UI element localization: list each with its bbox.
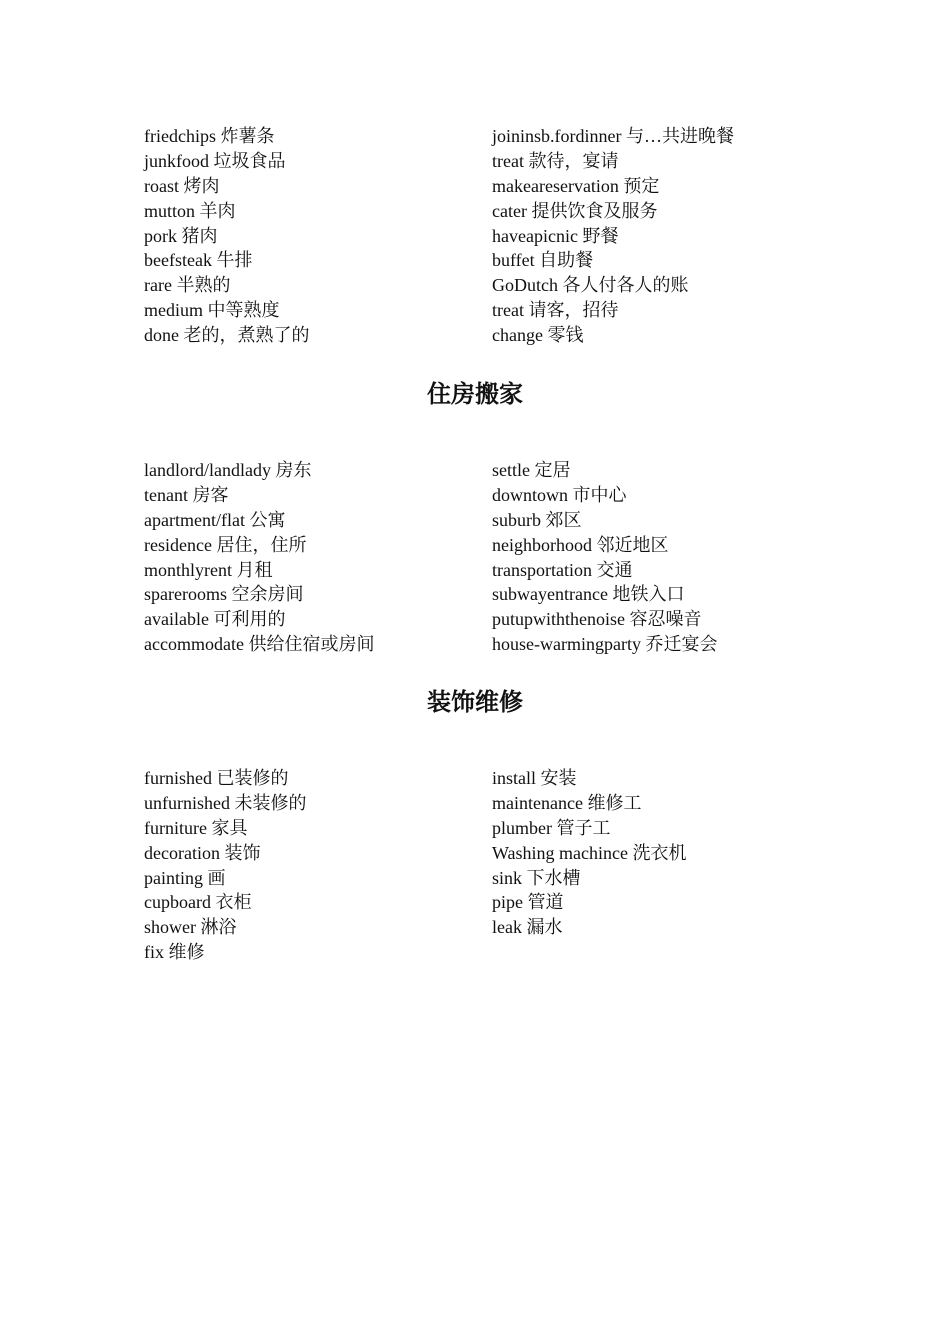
- food-vocab-right-column: [492, 124, 734, 348]
- vocab-item: downtown 市中心: [492, 484, 627, 505]
- vocab-item: sparerooms 空余房间: [144, 584, 304, 605]
- vocab-item: maintenance 维修工: [492, 792, 642, 813]
- vocab-item: settle 定居: [492, 460, 571, 480]
- vocab-item: junkfood 垃圾食品: [144, 150, 286, 171]
- vocab-item: install 安装: [492, 768, 577, 788]
- vocab-item: medium 中等熟度: [144, 300, 280, 321]
- vocab-item: beefsteak 牛排: [144, 250, 253, 271]
- vocab-item: furnished 已装修的: [144, 768, 289, 788]
- vocab-item: Washing machince 洗衣机: [492, 842, 687, 863]
- vocab-item: accommodate 供给住宿或房间: [144, 634, 375, 655]
- vocab-item: monthlyrent 月租: [144, 559, 273, 580]
- vocab-item: joininsb.fordinner 与…共进晚餐: [492, 126, 734, 146]
- vocab-item: cupboard 衣柜: [144, 892, 252, 913]
- food-vocab-left-column: [144, 124, 310, 348]
- vocab-item: fix 维修: [144, 942, 205, 963]
- vocab-item: done 老的，煮熟了的: [144, 325, 310, 346]
- vocab-item: residence 居住，住所: [144, 534, 307, 555]
- decoration-section-heading: 装饰维修: [427, 688, 523, 716]
- vocab-item: subwayentrance 地铁入口: [492, 584, 685, 605]
- vocab-item: friedchips 炸薯条: [144, 126, 275, 146]
- vocab-item: leak 漏水: [492, 917, 563, 938]
- vocab-item: pipe 管道: [492, 892, 564, 913]
- vocab-item: transportation 交通: [492, 559, 633, 580]
- vocab-item: pork 猪肉: [144, 225, 218, 246]
- vocab-item: rare 半熟的: [144, 275, 231, 296]
- vocab-item: sink 下水槽: [492, 867, 581, 888]
- vocab-item: buffet 自助餐: [492, 250, 594, 271]
- vocab-item: house-warmingparty 乔迁宴会: [492, 634, 718, 655]
- vocab-item: treat 请客，招待: [492, 300, 619, 321]
- vocab-item: decoration 装饰: [144, 842, 261, 863]
- housing-vocab-right-column: [492, 458, 717, 657]
- vocab-item: unfurnished 未装修的: [144, 792, 307, 813]
- vocab-item: apartment/flat 公寓: [144, 509, 286, 530]
- vocab-item: tenant 房客: [144, 484, 229, 505]
- vocab-item: mutton 羊肉: [144, 200, 236, 221]
- vocab-item: neighborhood 邻近地区: [492, 534, 669, 555]
- decoration-vocab-right-column: [492, 766, 687, 940]
- vocab-item: GoDutch 各人付各人的账: [492, 275, 689, 296]
- vocab-item: painting 画: [144, 867, 226, 888]
- vocab-item: landlord/landlady 房东: [144, 460, 312, 480]
- vocab-item: shower 淋浴: [144, 917, 237, 938]
- decoration-vocab-left-column: [144, 766, 306, 965]
- housing-section-heading: 住房搬家: [427, 380, 523, 408]
- vocab-item: plumber 管子工: [492, 817, 611, 838]
- vocab-item: haveapicnic 野餐: [492, 225, 619, 246]
- vocab-item: roast 烤肉: [144, 175, 220, 196]
- vocab-item: treat 款待，宴请: [492, 150, 619, 171]
- housing-vocab-left-column: [144, 458, 374, 657]
- vocab-item: available 可利用的: [144, 609, 286, 630]
- vocab-item: putupwiththenoise 容忍噪音: [492, 609, 702, 630]
- vocab-item: furniture 家具: [144, 817, 248, 838]
- vocab-item: suburb 郊区: [492, 509, 582, 530]
- vocab-item: cater 提供饮食及服务: [492, 200, 658, 221]
- vocab-item: change 零钱: [492, 325, 584, 346]
- vocab-item: makeareservation 预定: [492, 175, 660, 196]
